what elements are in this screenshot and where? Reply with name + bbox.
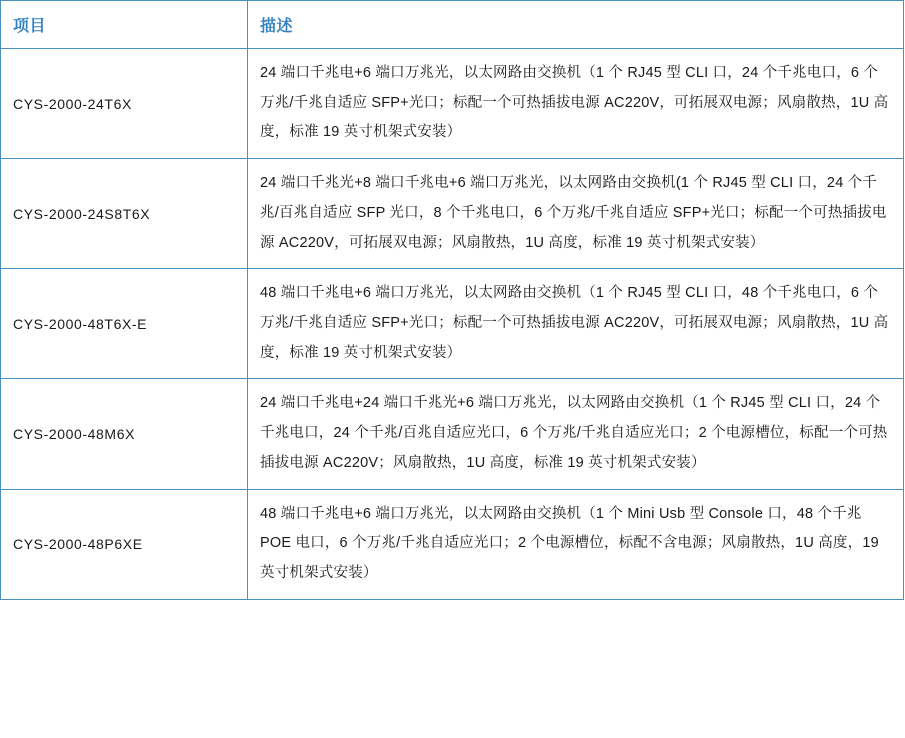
- cell-item-model: CYS-2000-48T6X-E: [1, 269, 248, 379]
- cell-item-model: CYS-2000-48M6X: [1, 379, 248, 489]
- table-row: [1, 379, 904, 489]
- table-row: [1, 159, 904, 269]
- table-header-row: [1, 1, 904, 49]
- table-row: [1, 49, 904, 159]
- table-body: [1, 49, 904, 600]
- table-row: [1, 489, 904, 599]
- cell-item-description: 24 端口千兆电+24 端口千兆光+6 端口万兆光，以太网路由交换机（1 个 RJ45 型 CLI 口，24 个千兆电口，24 个千兆/百兆自适应光口，6 个万兆/千兆自适应光口；2 个电源槽位，标配一个可热插拔电源 AC220V；风扇散热，1U 高度，标准 19 英寸机架式安装）: [248, 379, 904, 489]
- cell-item-description: 48 端口千兆电+6 端口万兆光，以太网路由交换机（1 个 Mini Usb 型 Console 口，48 个千兆 POE 电口，6 个万兆/千兆自适应光口；2 个电源槽位，标配不含电源；风扇散热，1U 高度，19 英寸机架式安装）: [248, 489, 904, 599]
- table-header: [1, 1, 904, 49]
- cell-item-model: CYS-2000-48P6XE: [1, 489, 248, 599]
- table-row: [1, 269, 904, 379]
- cell-item-description: 48 端口千兆电+6 端口万兆光，以太网路由交换机（1 个 RJ45 型 CLI 口，48 个千兆电口，6 个万兆/千兆自适应 SFP+光口；标配一个可热插拔电源 AC220V，可拓展双电源；风扇散热，1U 高度，标准 19 英寸机架式安装）: [248, 269, 904, 379]
- column-header-item: 项目: [1, 1, 248, 49]
- cell-item-description: 24 端口千兆光+8 端口千兆电+6 端口万兆光，以太网路由交换机(1 个 RJ45 型 CLI 口，24 个千兆/百兆自适应 SFP 光口，8 个千兆电口，6 个万兆/千兆自适应 SFP+光口；标配一个可热插拔电源 AC220V，可拓展双电源；风扇散热，1U 高度，标准 19 英寸机架式安装）: [248, 159, 904, 269]
- cell-item-model: CYS-2000-24T6X: [1, 49, 248, 159]
- cell-item-description: 24 端口千兆电+6 端口万兆光，以太网路由交换机（1 个 RJ45 型 CLI 口，24 个千兆电口，6 个万兆/千兆自适应 SFP+光口；标配一个可热插拔电源 AC220V，可拓展双电源；风扇散热，1U 高度，标准 19 英寸机架式安装）: [248, 49, 904, 159]
- column-header-description: 描述: [248, 1, 904, 49]
- cell-item-model: CYS-2000-24S8T6X: [1, 159, 248, 269]
